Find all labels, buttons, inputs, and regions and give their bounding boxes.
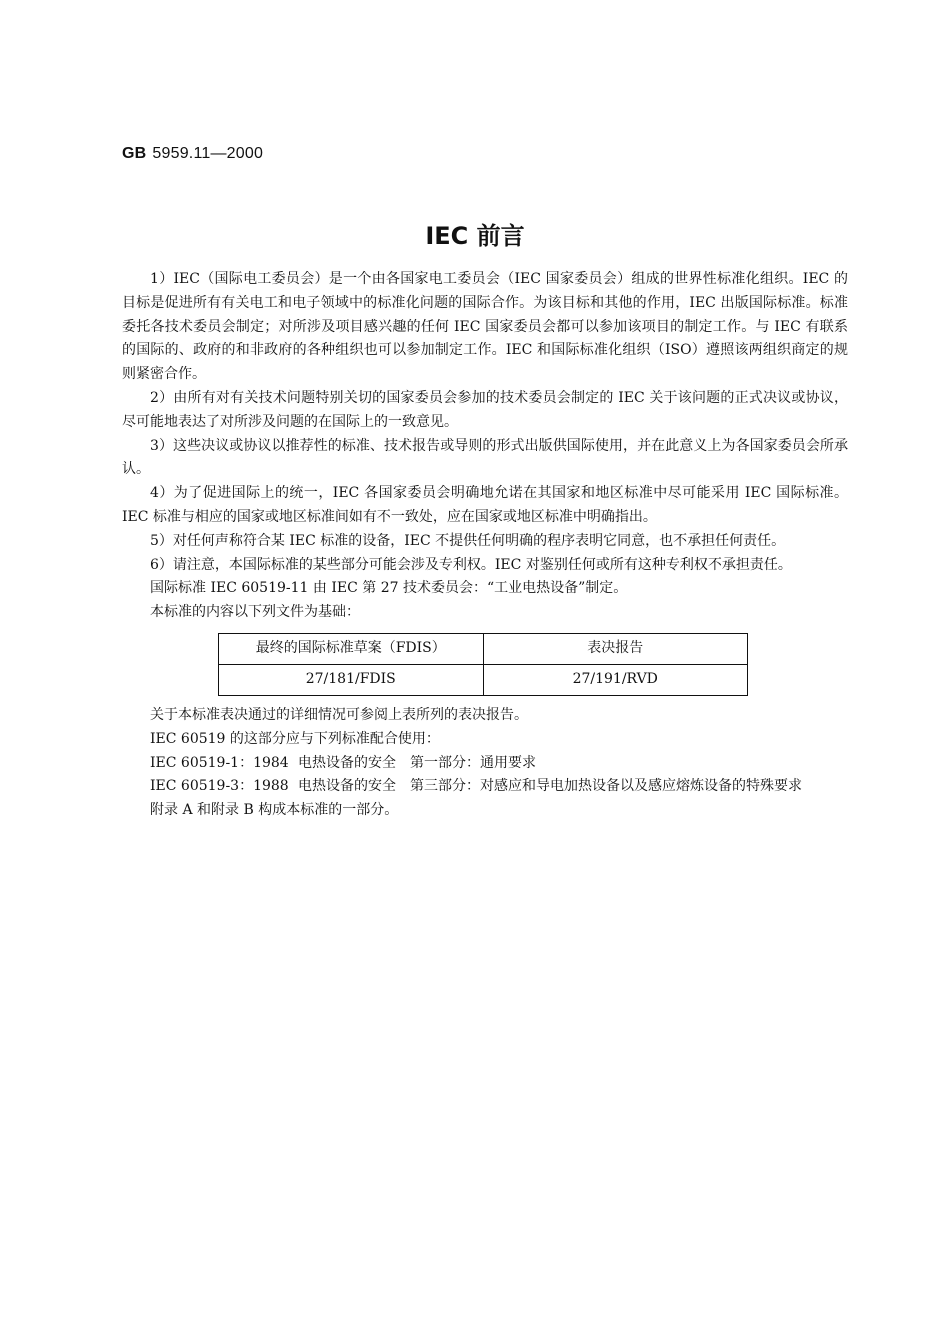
reference-code: IEC 60519-1：1984 [150, 754, 289, 771]
table-header-row [219, 633, 748, 664]
standard-number: 5959.11—2000 [152, 145, 264, 162]
committee-statement: 国际标准 IEC 60519-11 由 IEC 第 27 技术委员会：“工业电热设备”制定。 [150, 580, 628, 597]
standard-code [122, 145, 263, 163]
paragraph-2: 2）由所有对有关技术问题特别关切的国家委员会参加的技术委员会制定的 IEC 关于该问题的正式决议或协议，尽可能地表达了对所涉及问题的在国际上的一致意见。 [122, 389, 848, 430]
used-with-statement: IEC 60519 的这部分应与下列标准配合使用： [150, 730, 440, 747]
basis-statement: 本标准的内容以下列文件为基础： [150, 604, 360, 621]
annex-note: 附录 A 和附录 B 构成本标准的一部分。 [150, 802, 399, 819]
paragraph-5: 5）对任何声称符合某 IEC 标准的设备，IEC 不提供任何明确的程序表明它同意，也不承担任何责任。 [150, 532, 786, 549]
table-cell: 27/191/RVD [483, 664, 748, 695]
reference-item [122, 775, 848, 799]
paragraph-6: 6）请注意，本国际标准的某些部分可能会涉及专利权。IEC 对鉴别任何或所有这种专利权不承担责任。 [150, 556, 792, 573]
paragraph-4: 4）为了促进国际上的统一，IEC 各国家委员会明确地允诺在其国家和地区标准中尽可能采用 IEC 国际标准。IEC 标准与相应的国家或地区标准间如有不一致处，应在国家或地区标准中明确指出。 [122, 485, 848, 525]
voting-documents-table [218, 633, 748, 696]
reference-description: 电热设备的安全 第一部分：通用要求 [298, 754, 536, 771]
table-cell: 27/181/FDIS [219, 664, 484, 695]
reference-code: IEC 60519-3：1988 [150, 778, 289, 795]
page-title: IEC 前言 [425, 222, 525, 250]
paragraph-3: 3）这些决议或协议以推荐性的标准、技术报告或导则的形式出版供国际使用，并在此意义上为各国家委员会所承认。 [122, 437, 848, 478]
reference-description: 电热设备的安全 第三部分：对感应和导电加热设备以及感应熔炼设备的特殊要求 [298, 778, 802, 795]
table-header-cell: 最终的国际标准草案（FDIS） [219, 633, 484, 664]
document-body [122, 268, 848, 823]
paragraph-1: 1）IEC（国际电工委员会）是一个由各国家电工委员会（IEC 国家委员会）组成的世界性标准化组织。IEC 的目标是促进所有有关电工和电子领域中的标准化问题的国际合作。为该目标和其他的作用，IEC 出版国际标准。标准委托各技术委员会制定；对所涉及项目感兴趣的任何 IEC 国家委员会都可以参加该项目的制定工作。与 IEC 有联系的国际的、政府的和非政府的各种组织也可以参加制定工作。IEC 和国际标准化组织（ISO）遵照该两组织商定的规则紧密合作。 [122, 271, 848, 383]
standard-prefix: GB [122, 145, 147, 162]
voting-details-note: 关于本标准表决通过的详细情况可参阅上表所列的表决报告。 [150, 706, 528, 723]
table-header-cell: 表决报告 [483, 633, 748, 664]
reference-item [122, 752, 848, 776]
table-row [219, 664, 748, 695]
